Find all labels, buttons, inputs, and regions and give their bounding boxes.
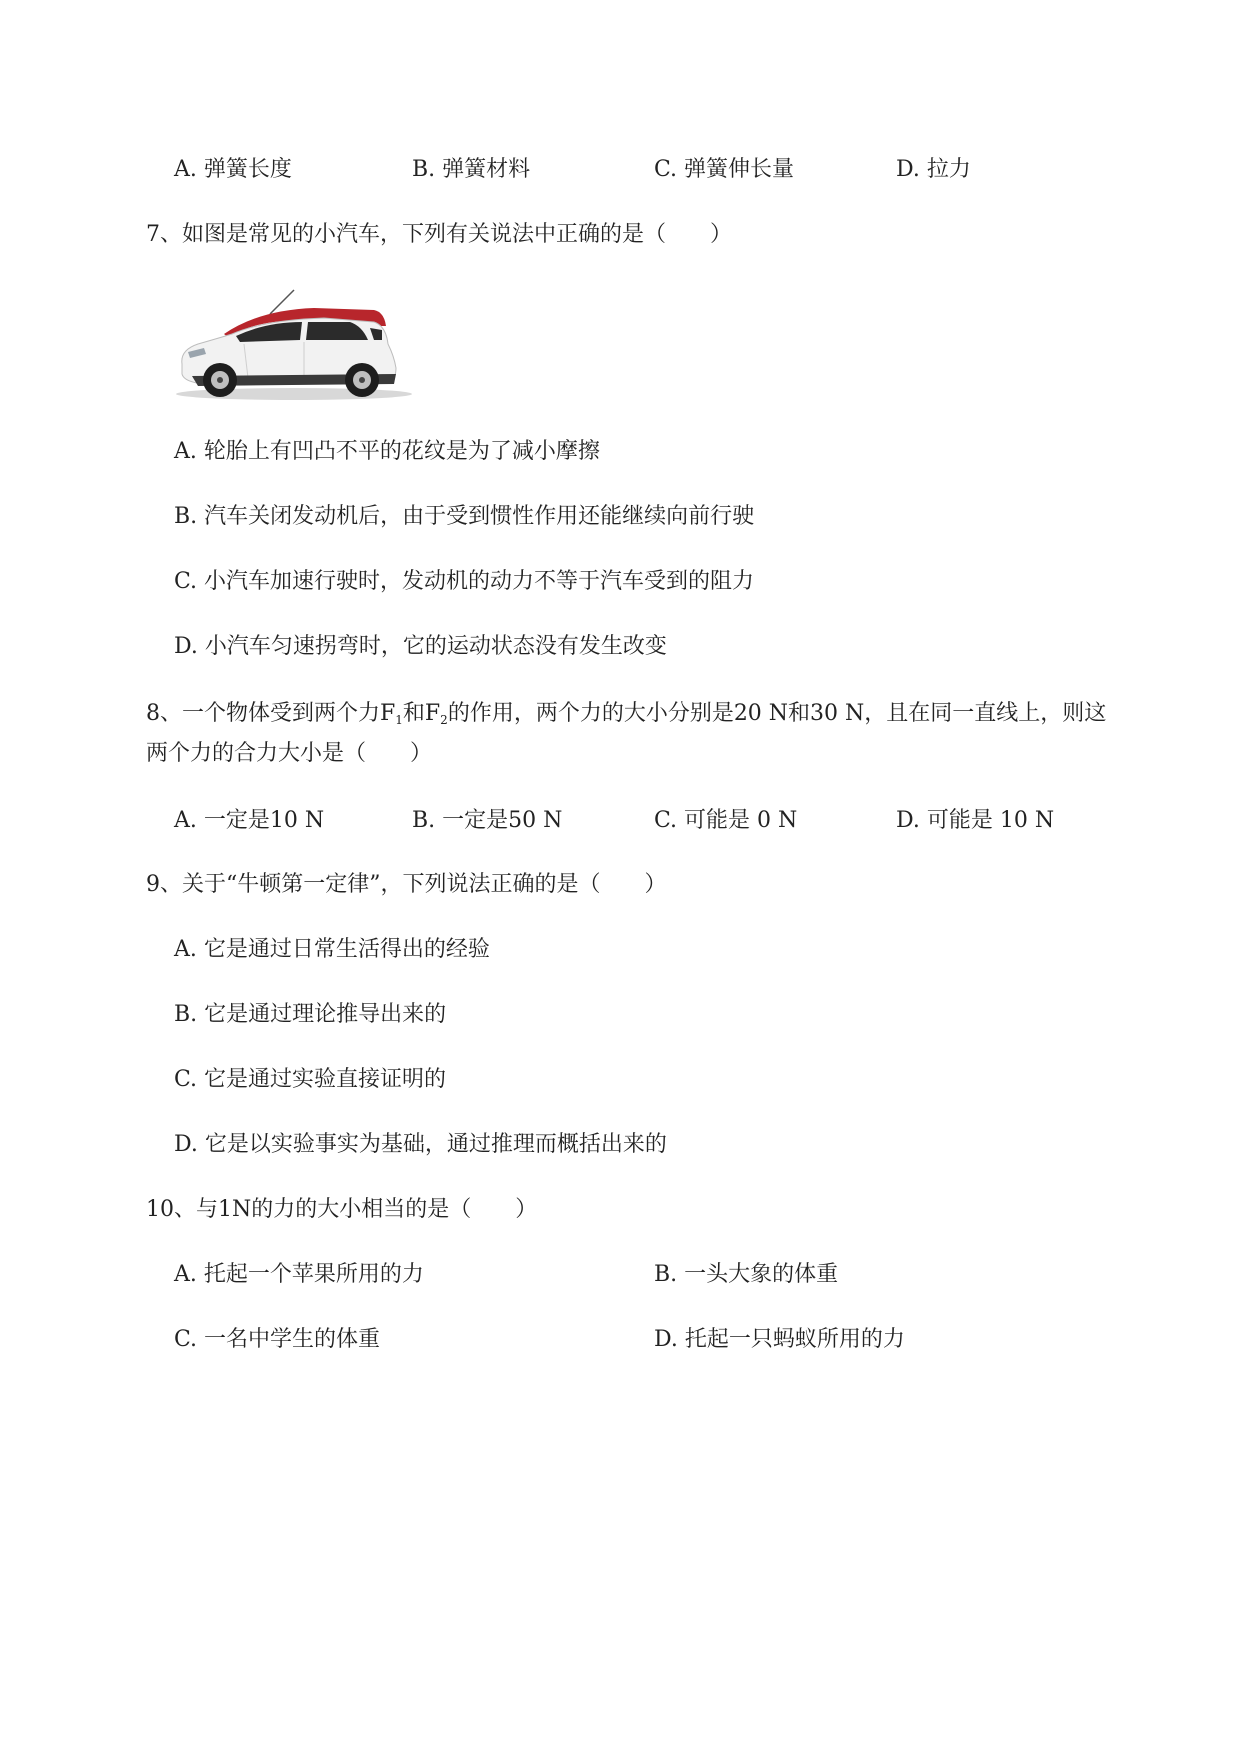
q9-option-a: A. 它是通过日常生活得出的经验: [174, 937, 490, 962]
q8-option-d: D. 可能是 10 N: [896, 808, 1055, 833]
car-icon: [174, 286, 424, 406]
q7-stem: 7、如图是常见的小汽车，下列有关说法中正确的是（ ）: [146, 222, 732, 247]
q8-stem: [146, 694, 1136, 774]
car-image: [174, 286, 424, 406]
q8-sub2: 2: [440, 713, 448, 727]
q10-option-a: A. 托起一个苹果所用的力: [174, 1262, 424, 1287]
q9-option-b: B. 它是通过理论推导出来的: [174, 1002, 447, 1027]
q8-stem-part2: 和F: [402, 701, 441, 726]
q10-option-b: B. 一头大象的体重: [654, 1262, 839, 1287]
q6-option-b: B. 弹簧材料: [412, 157, 531, 182]
q7-option-d: D. 小汽车匀速拐弯时，它的运动状态没有发生改变: [174, 634, 667, 659]
q6-option-c: C. 弹簧伸长量: [654, 157, 795, 182]
q8-stem-part1: 8、一个物体受到两个力F: [146, 701, 396, 726]
q8-stem-line2: 两个力的合力大小是（ ）: [146, 741, 433, 766]
q7-option-c: C. 小汽车加速行驶时，发动机的动力不等于汽车受到的阻力: [174, 569, 755, 594]
q8-option-c: C. 可能是 0 N: [654, 808, 798, 833]
q8-option-b: B. 一定是50 N: [412, 808, 563, 833]
q9-option-d: D. 它是以实验事实为基础，通过推理而概括出来的: [174, 1132, 667, 1157]
q8-stem-part3: 的作用，两个力的大小分别是20 N和30 N，且在同一直线上，则这: [447, 701, 1107, 726]
q7-option-b: B. 汽车关闭发动机后，由于受到惯性作用还能继续向前行驶: [174, 504, 755, 529]
q8-sub1: 1: [395, 713, 403, 727]
q7-option-a: A. 轮胎上有凹凸不平的花纹是为了减小摩擦: [174, 439, 600, 464]
q9-stem: 9、关于“牛顿第一定律”，下列说法正确的是（ ）: [146, 872, 667, 897]
q6-option-d: D. 拉力: [896, 157, 971, 182]
q10-option-c: C. 一名中学生的体重: [174, 1327, 381, 1352]
q10-option-d: D. 托起一只蚂蚁所用的力: [654, 1327, 905, 1352]
q10-stem: 10、与1N的力的大小相当的是（ ）: [146, 1197, 538, 1222]
q6-option-a: A. 弹簧长度: [174, 157, 292, 182]
q8-option-a: A. 一定是10 N: [174, 808, 325, 833]
q9-option-c: C. 它是通过实验直接证明的: [174, 1067, 447, 1092]
